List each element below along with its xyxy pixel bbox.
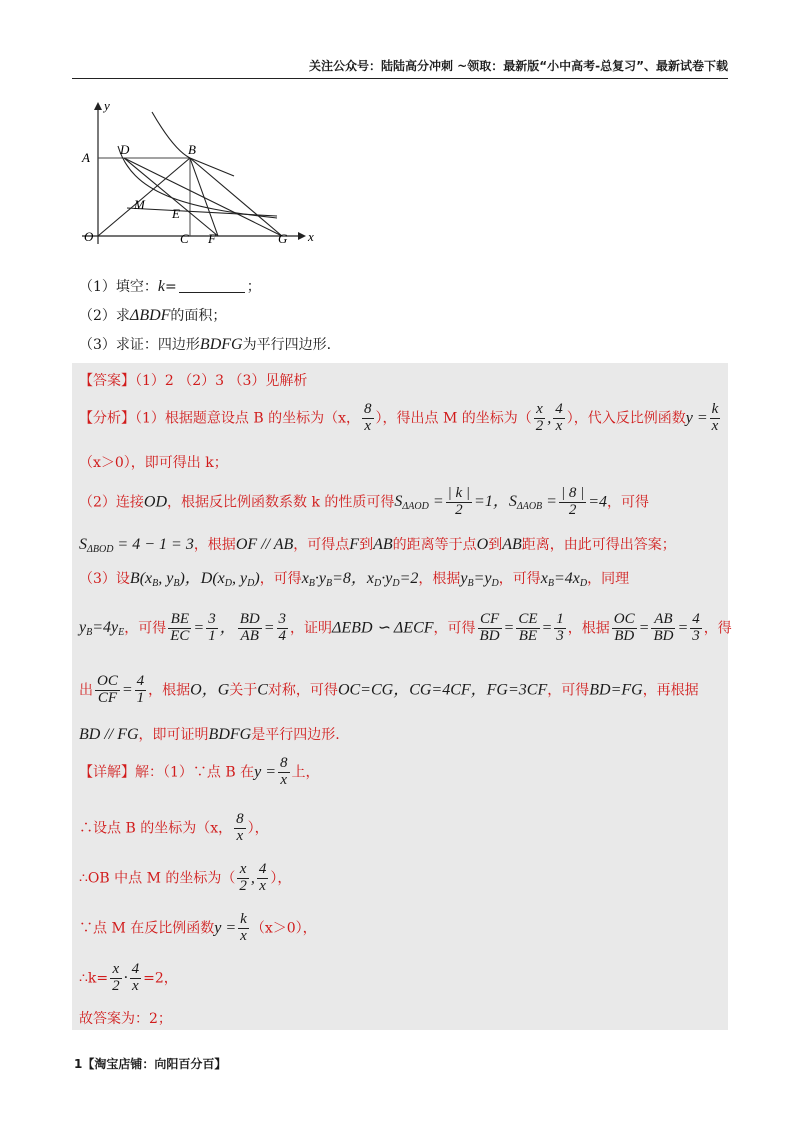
label-A: A	[82, 150, 90, 165]
analysis-2b: $S_{\Delta BOD} = 4 - 1 = 3$，根据OF // AB，可得点F到AB的距离等于点O到AB距离，由此可得出答案；	[79, 536, 676, 555]
label-B: B	[188, 142, 196, 157]
answer-title: 【答案】（1）2 （2）3 （3）见解析	[79, 373, 308, 389]
label-D: D	[120, 142, 130, 157]
page-header: 关注公众号：陆陆高分冲刺 ~领取：最新版“小中高考-总复习”、最新试卷下载	[72, 57, 728, 79]
detail-1: 【详解】解：（1）∵点 B 在y = $\frac{8}{x}$ 上，	[79, 755, 320, 788]
analysis-3d: BD // FG，即可证明BDFG是平行四边形.	[79, 726, 340, 743]
label-G: G	[278, 231, 288, 246]
question-2: （2）求ΔBDF的面积；	[79, 307, 227, 324]
label-F: F	[208, 231, 216, 246]
geometry-figure	[72, 98, 342, 248]
analysis-2: （2）连接OD，根据反比例函数系数 k 的性质可得$S_{\Delta AOD}$ = $\frac{| k |}{2}$ =1，$S_{\Delta AOB}$ = $\frac{| 8 |}{2}$ =4，可得	[79, 485, 650, 518]
label-O: O	[84, 229, 94, 244]
detail-4: ∵点 M 在反比例函数y = $\frac{k}{x}$ （x＞0），	[79, 911, 317, 944]
analysis-3c: 出 $\frac{OC}{CF}$ = $\frac{4}{1}$ ，根据O，G关于C对称，可得OC=CG，CG=4CF，FG=3CF，可得BD=FG，再根据	[79, 673, 699, 706]
analysis-1: 【分析】（1）根据题意设点 B 的坐标为（x， $\frac{8}{x}$ ），得出点 M 的坐标为（ $\frac{x}{2}$ , $\frac{4}{x}$ ），代入反比例函数y = $\frac{k}{x}$	[79, 401, 719, 434]
detail-2: ∴设点 B 的坐标为（x， $\frac{8}{x}$ ），	[79, 811, 269, 844]
answer-blank	[179, 280, 245, 293]
page-footer: 1【淘宝店铺：向阳百分百】	[74, 1057, 227, 1071]
analysis-3: （3）设$B(x_B$, $y_B$)，$D(x_D$, $y_D$)，可得$x_B\cdot y_B=8$，$x_D\cdot y_D=2$，根据$y_B=y_D$，可得$x_B=4x_D$，同理	[79, 570, 630, 589]
label-E: E	[172, 206, 180, 221]
label-y: y	[104, 98, 110, 113]
analysis-3b: $y_B=4y_E$，可得 $\frac{BE}{EC}$ = $\frac{3}{1}$ ， $\frac{BD}{AB}$ = $\frac{3}{4}$ ，证明ΔEBD ∽ ΔECF，可得 $\frac{CF}{BD}$ = $\frac{CE}{BE}$ = $\frac{1}{3}$ ，根据 $\frac{OC}{BD}$ = $\frac{AB}{BD}$ = $\frac{4}{3}$ ，得	[79, 611, 732, 644]
label-x: x	[308, 229, 314, 244]
detail-3: ∴OB 中点 M 的坐标为（ $\frac{x}{2}$ , $\frac{4}{x}$ ），	[79, 861, 292, 894]
analysis-1b: （x＞0），即可得出 k；	[79, 455, 228, 471]
detail-6: 故答案为：2；	[79, 1011, 172, 1027]
label-M: M	[134, 197, 145, 212]
question-1: （1）填空：k= ；	[79, 278, 261, 295]
question-3: （3）求证：四边形BDFG为平行四边形.	[79, 336, 332, 353]
label-C: C	[180, 231, 189, 246]
detail-5: ∴k= $\frac{x}{2}$ · $\frac{4}{x}$ =2，	[79, 961, 178, 994]
